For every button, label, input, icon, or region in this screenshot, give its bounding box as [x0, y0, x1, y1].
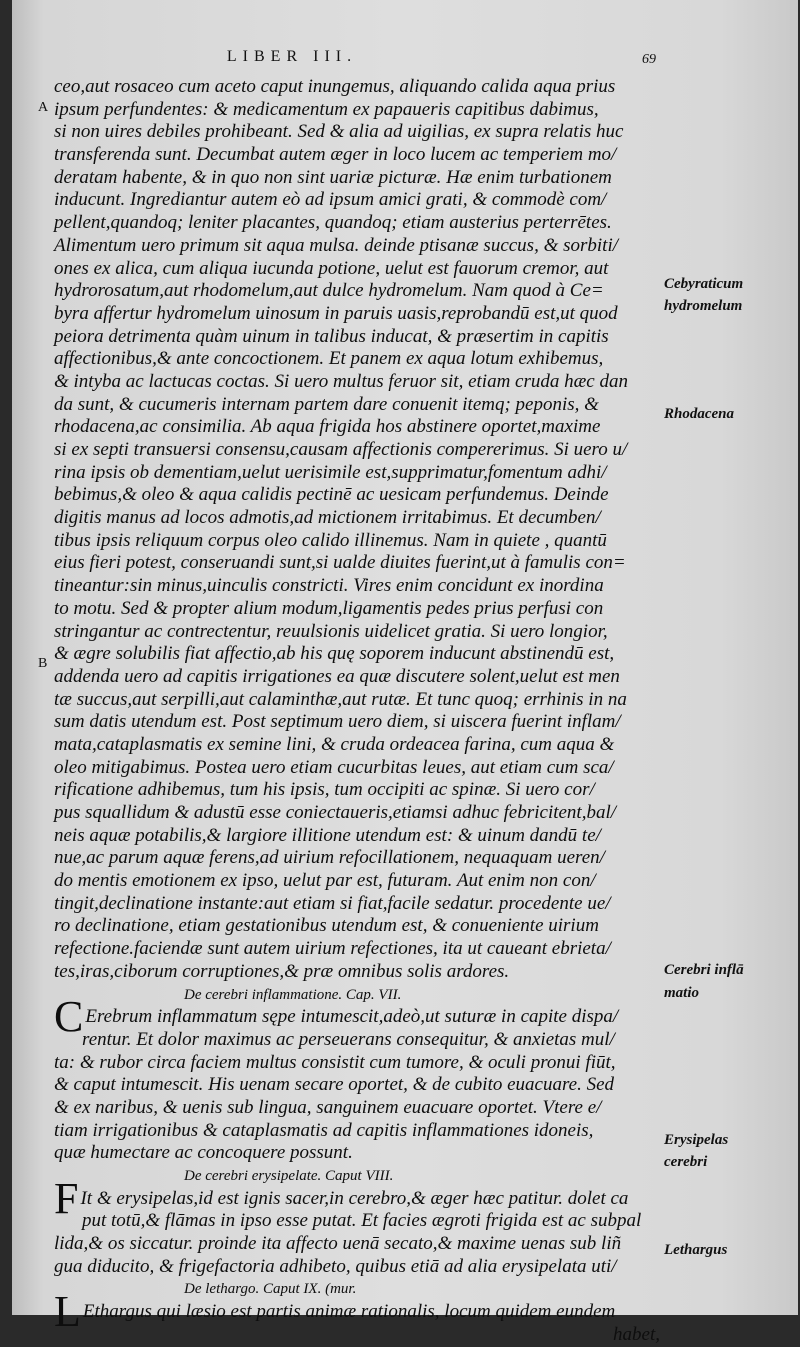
chapter-heading-vii: De cerebri inflammatione. Cap. VII.: [184, 986, 402, 1003]
text-line: quæ humectare ac concoquere possunt.: [54, 1142, 353, 1164]
text-line: rhodacena,ac consimilia. Ab aqua frigida hos abstinere oportet,maxime: [54, 416, 601, 438]
text-line: inducunt. Ingrediantur autem eò ad ipsum amici grati, & commodè com/: [54, 189, 607, 211]
text-line: deratam habente, & in quo non sint uariæ picturæ. Hæ enim turbationem: [54, 166, 612, 188]
text-line: pus squallidum & adustū esse coniectaueris,etiamsi adhuc febricitent,bal/: [54, 802, 617, 823]
text-line: to motu. Sed & propter alium modum,ligamentis pedes prius perfusi con: [54, 597, 604, 619]
catchword: habet,: [613, 1323, 660, 1345]
book-page: [12, 0, 798, 1345]
text-line: peiora detrimenta quàm uinum in talibus inducat, & præsertim in capitis: [54, 325, 609, 347]
drop-cap: C: [54, 992, 84, 1042]
text-line: transferenda sunt. Decumbat autem æger in loco lucem ac temperiem mo/: [54, 144, 617, 166]
text-line: rina ipsis ob dementiam,uelut uerisimile est,supprimatur,fomentum adhi/: [54, 461, 607, 483]
chapter-heading-viii: De cerebri erysipelate. Caput VIII.: [184, 1168, 394, 1184]
main-text: [54, 76, 660, 1347]
margin-note-erysipelas: Erysipelas: [664, 1132, 729, 1148]
drop-cap: F: [54, 1173, 79, 1223]
text-line: tæ succus,aut serpilli,aut calaminthæ,aut rutæ. Et tunc quoq; errhinis in na: [54, 688, 627, 710]
text-line: tibus ipsis reliquum corpus oleo calido illinemus. Nam in quiete , quantū: [54, 529, 607, 551]
text-line: rificatione adhibemus, tum his ipsis, tum occipiti ac spinæ. Si uero cor/: [54, 779, 595, 801]
text-line: & caput intumescit. His uenam secare oportet, & de cubito euacuare. Sed: [54, 1074, 615, 1096]
text-line: si non uires debiles prohibeant. Sed & alia ad uigilias, ex supra relatis huc: [54, 121, 624, 143]
running-head: LIBER III.: [226, 48, 358, 65]
margin-note-cerebri-inflammatio: Cerebri inflā: [664, 962, 744, 978]
text-line: tiam irrigationibus & cataplasmatis ad capitis inflammationes idoneis,: [54, 1119, 594, 1141]
text-line: ta: & rubor circa faciem multus consistit cum tumore, & oculi pronui fiūt,: [54, 1051, 616, 1073]
text-line: digitis manus ad locos admotis,ad mictionem irritabimus. Et decumben/: [54, 507, 601, 529]
text-line: si ex septi transuersi consensu,causam affectionis compererimus. Si uero u/: [54, 439, 628, 460]
text-line: ipsum perfundentes: & medicamentum ex papaueris capitibus dabimus,: [54, 98, 599, 120]
text-line: bebimus,& oleo & aqua calidis pectinē ac uesicam perfundemus. Deinde: [54, 484, 609, 506]
text-line: F It & erysipelas,id est ignis sacer,in cerebro,& æger hæc patitur. dolet ca: [54, 1173, 629, 1223]
text-line: mata,cataplasmatis ex semine lini, & cruda ordeacea farina, cum aqua &: [54, 733, 615, 755]
text-line: da sunt, & cucumeris internam partem dare conuenit itemq; peponis, &: [54, 393, 599, 415]
margin-note-lethargus: Lethargus: [664, 1242, 728, 1258]
margin-note-cebyraticum: Cebyraticum: [664, 276, 744, 292]
text-line: gua diducito, & frigefactoria adhibeto, quibus etiā ad alia erysipelata uti/: [54, 1255, 617, 1277]
text-line: put totū,& flāmas in ipso esse putat. Et facies ægroti frigida est ac subpal: [82, 1210, 642, 1232]
text-line: hydrorosatum,aut rhodomelum,aut dulce hydromelum. Nam quod à Ce=: [54, 280, 604, 302]
text-line: tingit,declinatione instante:aut etiam si fiat,facile sedatur. procedente ue/: [54, 892, 611, 914]
text-line: ro declinatione, etiam gestationibus utendum est, & conueniente uirium: [54, 915, 599, 937]
text-line: pellent,quandoq; leniter placantes, quandoq; etiam austerius perterrētes.: [54, 212, 612, 234]
text-line: ones ex alica, cum aliqua iucunda potione, uelut est fauorum cremor, aut: [54, 257, 609, 279]
text-line: neis aquæ potabilis,& largiore illitione utendum est: & uinum dandū te/: [54, 824, 601, 846]
text-line: nue,ac parum aquæ ferens,ad uirium refocillationem, nequaquam ueren/: [54, 847, 605, 869]
page-number: 69: [642, 52, 656, 67]
text-line: sum datis utendum est. Post septimum uero diem, si uiscera fuerint inflam/: [54, 711, 621, 733]
text-line: stringantur ac contrectentur, reuulsionis uidelicet gratia. Si uero longior,: [54, 620, 608, 642]
text-line: eius fieri potest, conseruandi sunt,si ualde diuites fuerint,ut à famulis con=: [54, 552, 626, 574]
text-line: & ægre solubilis fiat affectio,ab his quę soporem inducunt abstinendū est,: [54, 643, 615, 665]
margin-note-cerebri: cerebri: [664, 1154, 708, 1170]
text-line: L Ethargus qui læsio est partis animæ rationalis, locum quidem eundem: [54, 1287, 616, 1337]
margin-note-hydromelum: hydromelum: [664, 298, 743, 314]
text-line: ceo,aut rosaceo cum aceto caput inungemus, aliquando calida aqua prius: [54, 76, 616, 97]
text-line: Alimentum uero primum sit aqua mulsa. deinde ptisanæ succus, & sorbiti/: [54, 234, 619, 256]
section-marker-b: B: [38, 656, 48, 671]
text-line: & intyba ac lactucas coctas. Si uero multus feruor sit, etiam cruda hæc dan: [54, 370, 628, 392]
text-line: C Erebrum inflammatum sępe intumescit,adeò,ut suturæ in capite dispa/: [54, 992, 619, 1042]
text-line: affectionibus,& ante concoctionem. Et panem ex aqua lotum exhibemus,: [54, 348, 604, 370]
text-line: oleo mitigabimus. Postea uero etiam cucurbitas leues, aut etiam cum sca/: [54, 756, 614, 778]
text-line: do mentis emotionem ex ipso, uelut par est, futuram. Aut enim non con/: [54, 870, 596, 892]
drop-cap: L: [54, 1287, 81, 1337]
text-line: tes,iras,ciborum corruptiones,& præ omnibus solis ardores.: [54, 960, 510, 982]
text-line: byra affertur hydromelum uinosum in paruis uasis,reprobandū est,ut quod: [54, 302, 618, 324]
section-marker-a: A: [38, 100, 49, 115]
chapter-heading-ix: De lethargo. Caput IX. (mur.: [184, 1281, 357, 1298]
text-line: rentur. Et dolor maximus ac perseuerans consequitur, & anxietas mul/: [82, 1028, 615, 1050]
margin-note-rhodacena: Rhodacena: [664, 406, 735, 422]
margin-note-matio: matio: [664, 985, 700, 1001]
text-line: addenda uero ad capitis irrigationes ea quæ discutere solent,uelut est men: [54, 665, 620, 687]
text-line: tineantur:sin minus,uinculis constricti. Vires enim concidunt ex inordina: [54, 575, 604, 597]
text-line: & ex naribus, & uenis sub lingua, sanguinem euacuare oportet. Vtere e/: [54, 1096, 602, 1118]
text-line: lida,& os siccatur. proinde ita affecto uenā secato,& maxime uenas sub liñ: [54, 1233, 622, 1255]
text-line: refectione.faciendæ sunt autem uirium refectiones, ita ut caueant ebrieta/: [54, 938, 611, 960]
